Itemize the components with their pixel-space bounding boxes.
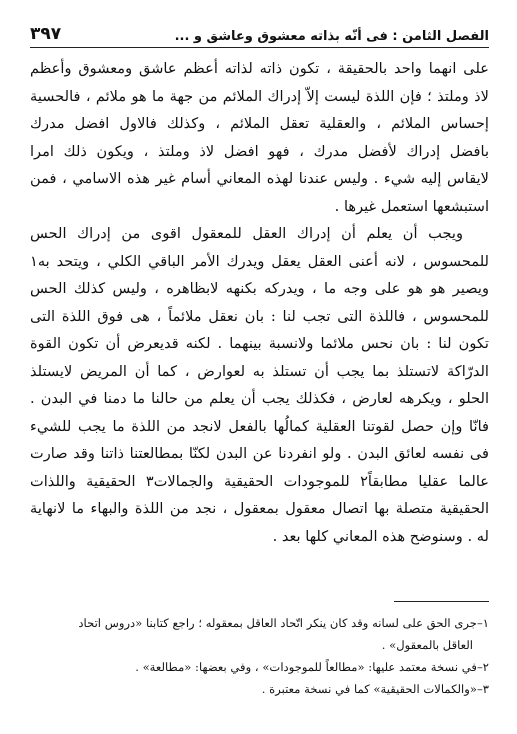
text-line: للمحسوس ، لانه أعنى العقل يعقل ويدرك الأمر الباقي الكلي ، ويتحد به١ <box>30 252 489 270</box>
footnote: ١–جرى الحق على لسانه وقد كان ينكر اتّحاد العاقل بمعقوله ؛ راجع كتابنا «دروس اتحاد <box>78 616 489 630</box>
text-line: ويجب أن يعلم أن إدراك العقل للمعقول اقوى من إدراك الحس <box>30 225 463 242</box>
header-divider <box>30 47 489 48</box>
text-line: للمحسوس ، فاللذة التى تجب لنا : بان نعقل ملائماً ، هى فوق اللذة التى <box>30 307 489 325</box>
main-text <box>30 55 489 550</box>
page-header <box>30 22 489 44</box>
footnote: ٢–في نسخة معتمد عليها: «مطالعاً للموجودات» ، وفي بعضها: «مطالعة» . <box>135 660 489 674</box>
text-line: بافضل إدراك لأفضل مدرك ، فهو افضل لاذ وملتذ ، ويكون ذلك امرا <box>30 142 489 160</box>
page-number: ٣٩٧ <box>30 24 62 44</box>
text-line: لاذ وملتذ ؛ فإن اللذة ليست إلاّ إدراك الملائم من جهة ما هو ملائم ، فالحسية <box>30 87 489 105</box>
text-line: له . وسنوضح هذه المعاني كلها بعد . <box>272 527 489 545</box>
text-line: لايقاس إليه شيء . وليس عندنا لهذه المعاني أسام غير هذه الاسامي ، فمن <box>30 170 489 187</box>
text-line: استبشعها استعمل غيرها . <box>334 197 489 215</box>
text-line: الحقيقية متصلة بها اتصال معقول بمعقول ، نجد من اللذة والبهاء ما لانهاية <box>30 500 489 517</box>
text-line: فى نفسه لعائق البدن . ولو انفردنا عن البدن لكنّا بمطالعتنا ذاتنا وقد صارت <box>30 445 489 462</box>
text-line: فانّا وإن حصل لقوتنا العقلية كمالُها بالفعل لانجد من اللذة ما يجب للشيء <box>30 417 489 435</box>
text-line: عالما عقليا مطابقاً٢ للموجودات الحقيقية والجمالات٣ الحقيقية واللذات <box>30 472 489 490</box>
running-title: الفصل الثامن : فى أنّه بذاته معشوق وعاشق و ... <box>174 29 489 44</box>
footnote: ٣–«والكمالات الحقيقية» كما في نسخة معتبرة . <box>261 682 489 696</box>
footnotes <box>30 612 489 700</box>
footnote-continuation: العاقل بالمعقول» . <box>381 638 473 652</box>
text-line: تكون لنا : بان نحس ملائما ولانسبة بينهما . لكنه قديعرض أن تكون القوة <box>30 335 489 352</box>
text-line: على انهما واحد بالحقيقة ، تكون ذاته لذاته أعظم عاشق ومعشوق وأعظم <box>30 60 489 77</box>
text-line: إحساس الملائم ، والعقلية تعقل الملائم ، وكذلك فالاول افضل مدرك <box>30 115 489 132</box>
footnote-divider <box>394 601 489 602</box>
text-line: ويصير هو هو على وجه ما ، ويدركه بكنهه لابظاهره ، وليس كذلك الحس <box>30 280 489 297</box>
text-line: الحلو ، ويكرهه لعارض ، فكذلك يجب أن يعلم من حالنا ما دمنا في البدن . <box>30 390 489 407</box>
text-line: الدرّاكة لاتستلذ بما يجب أن تستلذ به لعوارض ، كما أن المريض لايستلذ <box>30 362 489 380</box>
